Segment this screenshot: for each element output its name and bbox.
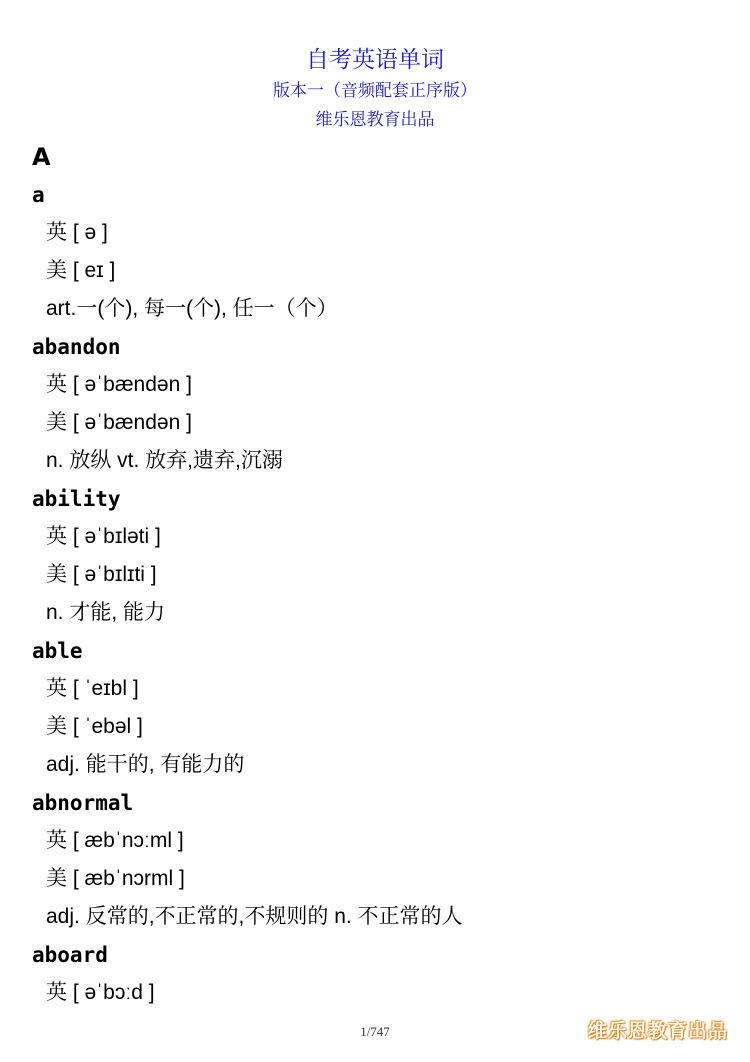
section-letter: A [32, 143, 51, 171]
us-pronunciation: 美 [ əˈbɪlɪti ] [46, 563, 157, 586]
word-list [32, 138, 732, 1012]
watermark-logo: 维乐恩教育出品 [587, 1020, 728, 1042]
us-pronunciation: 美 [ eɪ ] [46, 259, 116, 282]
uk-pronunciation: 英 [ ə ] [46, 221, 108, 244]
document-header [0, 44, 750, 134]
word-entry [32, 936, 732, 1012]
definition: n. 才能, 能力 [46, 601, 166, 624]
uk-pronunciation: 英 [ əˈbɔːd ] [46, 981, 155, 1004]
uk-pronunciation: 英 [ æbˈnɔːml ] [46, 829, 184, 852]
uk-pronunciation: 英 [ əˈbændən ] [46, 373, 192, 396]
word-entry [32, 328, 732, 480]
us-pronunciation: 美 [ əˈbændən ] [46, 411, 192, 434]
us-pronunciation: 美 [ æbˈnɔrml ] [46, 867, 185, 890]
definition: n. 放纵 vt. 放弃,遗弃,沉溺 [46, 449, 283, 472]
word-entry [32, 632, 732, 784]
headword: a [32, 183, 45, 207]
headword: aboard [32, 943, 108, 967]
word-entry [32, 176, 732, 328]
headword: able [32, 639, 83, 663]
document-subtitle: 版本一（音频配套正序版） [273, 81, 477, 101]
definition: adj. 反常的,不正常的,不规则的 n. 不正常的人 [46, 905, 463, 928]
headword: ability [32, 487, 121, 511]
us-pronunciation: 美 [ ˈebəl ] [46, 715, 143, 738]
uk-pronunciation: 英 [ əˈbɪləti ] [46, 525, 161, 548]
publisher-line: 维乐恩教育出品 [315, 110, 435, 130]
definition: art.一(个), 每一(个), 任一（个） [46, 297, 338, 320]
headword: abnormal [32, 791, 134, 815]
page-number: 1/747 [360, 1024, 390, 1039]
word-entry [32, 480, 732, 632]
document-title: 自考英语单词 [306, 47, 444, 73]
headword: abandon [32, 335, 121, 359]
definition: adj. 能干的, 有能力的 [46, 753, 245, 776]
word-entry [32, 784, 732, 936]
uk-pronunciation: 英 [ ˈeɪbl ] [46, 677, 139, 700]
